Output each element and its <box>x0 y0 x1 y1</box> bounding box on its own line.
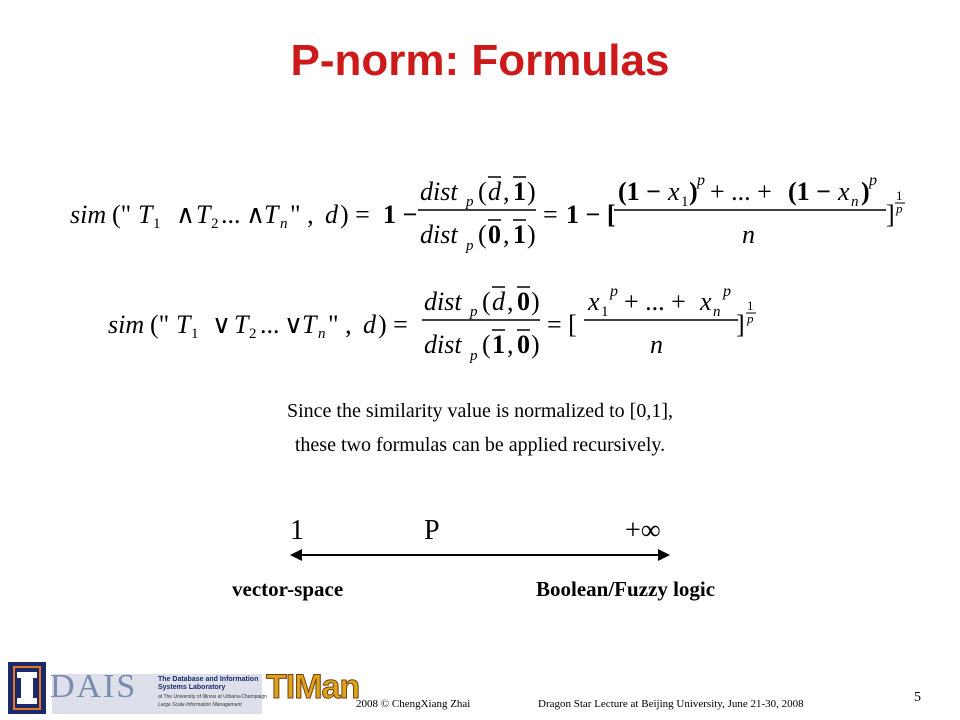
svg-text:,: , <box>507 330 514 359</box>
illinois-block-i-icon <box>8 662 46 714</box>
svg-text:p: p <box>896 201 903 216</box>
svg-text:,: , <box>503 177 510 206</box>
svg-text:=: = <box>543 200 558 229</box>
svg-text:n: n <box>280 216 288 232</box>
svg-text:+ ... +: + ... + <box>624 287 686 316</box>
svg-text:0: 0 <box>517 287 530 316</box>
svg-text:0: 0 <box>517 330 530 359</box>
svg-text:p: p <box>747 311 754 326</box>
svg-text:): ) <box>531 330 540 359</box>
dais-lab-subtitle-2: Large Scale Information Management <box>158 702 242 708</box>
svg-text:(1 −: (1 − <box>618 177 661 206</box>
svg-text:∨: ∨ <box>284 310 304 339</box>
svg-text:(": (" <box>112 200 132 229</box>
svg-text:(": (" <box>150 310 170 339</box>
svg-text:n: n <box>851 194 859 210</box>
double-arrow-icon <box>290 545 670 565</box>
svg-text:dist: dist <box>424 330 462 359</box>
svg-text:2: 2 <box>211 216 219 232</box>
svg-text:d: d <box>363 310 376 339</box>
svg-text:x: x <box>700 287 712 316</box>
svg-text:1 − [: 1 − [ <box>566 200 616 229</box>
svg-text:= [: = [ <box>547 310 577 339</box>
svg-text:∧: ∧ <box>246 200 266 229</box>
svg-text:(: ( <box>482 287 491 316</box>
scale-right-label: Boolean/Fuzzy logic <box>536 577 716 601</box>
svg-text:p: p <box>869 172 877 189</box>
svg-text:1: 1 <box>191 326 199 342</box>
svg-text:...: ... <box>260 310 280 339</box>
timan-logo: TIMan <box>266 668 360 706</box>
svg-text:1: 1 <box>153 216 161 232</box>
svg-text:dist: dist <box>420 220 458 249</box>
svg-text:p: p <box>470 304 478 320</box>
svg-text:+ ... +: + ... + <box>710 177 772 206</box>
svg-text:p: p <box>697 172 705 189</box>
svg-text:p: p <box>470 348 478 364</box>
svg-text:): ) <box>527 220 536 249</box>
svg-text:p: p <box>466 194 474 210</box>
svg-text:) =: ) = <box>340 200 370 229</box>
scale-middle-value: P <box>424 515 440 546</box>
dais-wordmark: DAIS <box>50 668 138 705</box>
svg-text:1: 1 <box>513 220 526 249</box>
slide-title: P-norm: Formulas <box>290 36 670 85</box>
svg-text:x: x <box>838 177 850 206</box>
svg-text:sim: sim <box>70 200 107 229</box>
svg-text:T: T <box>302 310 317 339</box>
svg-text:]: ] <box>736 310 745 339</box>
svg-text:1: 1 <box>896 188 903 203</box>
svg-text:d: d <box>325 200 338 229</box>
svg-text:T: T <box>196 200 211 229</box>
svg-text:,: , <box>503 220 510 249</box>
svg-text:0: 0 <box>488 220 501 249</box>
svg-text:sim: sim <box>108 310 145 339</box>
svg-text:1: 1 <box>601 304 609 320</box>
svg-text:p: p <box>610 283 618 300</box>
dais-lab-subtitle: at The University of Illinois at Urbana-Champaign <box>158 694 267 700</box>
dais-lab-title: The Database and Information Systems Laboratory <box>158 676 259 691</box>
svg-text:n: n <box>713 304 721 320</box>
svg-text:T: T <box>138 200 153 229</box>
svg-text:1: 1 <box>747 298 754 313</box>
svg-text:2: 2 <box>249 326 257 342</box>
svg-text:): ) <box>689 177 698 206</box>
svg-text:1: 1 <box>513 177 526 206</box>
svg-text:n: n <box>742 220 755 249</box>
svg-text:1: 1 <box>492 330 505 359</box>
svg-text:d: d <box>488 177 501 206</box>
svg-text:x: x <box>588 287 600 316</box>
svg-text:T: T <box>264 200 279 229</box>
svg-text:]: ] <box>886 200 895 229</box>
svg-text:(: ( <box>478 220 487 249</box>
svg-text:): ) <box>527 177 536 206</box>
footer-copyright: 2008 © ChengXiang Zhai <box>356 698 471 710</box>
svg-text:d: d <box>492 287 505 316</box>
svg-text:(: ( <box>478 177 487 206</box>
svg-text:...: ... <box>221 200 241 229</box>
note-line-2: these two formulas can be applied recursively. <box>294 434 666 456</box>
page-number: 5 <box>914 690 921 705</box>
note-line-1: Since the similarity value is normalized to [0,1], <box>286 400 673 422</box>
svg-text:" ,: " , <box>328 310 352 339</box>
svg-text:1 −: 1 − <box>383 200 418 229</box>
scale-left-label: vector-space <box>232 577 344 601</box>
svg-text:p: p <box>723 283 731 300</box>
svg-text:) =: ) = <box>378 310 408 339</box>
svg-text:): ) <box>531 287 540 316</box>
svg-text:1: 1 <box>681 194 689 210</box>
svg-text:T: T <box>234 310 249 339</box>
svg-text:): ) <box>861 177 870 206</box>
svg-text:,: , <box>507 287 514 316</box>
svg-text:n: n <box>318 326 326 342</box>
svg-text:x: x <box>668 177 680 206</box>
svg-text:(: ( <box>482 330 491 359</box>
footer-lecture: Dragon Star Lecture at Beijing University, June 21-30, 2008 <box>538 698 804 710</box>
svg-text:dist: dist <box>420 177 458 206</box>
scale-right-value: +∞ <box>625 515 661 546</box>
svg-text:T: T <box>176 310 191 339</box>
or-operator: ∨ <box>212 310 232 339</box>
dais-logo <box>8 662 268 716</box>
svg-text:dist: dist <box>424 287 462 316</box>
svg-text:" ,: " , <box>290 200 314 229</box>
scale-left-value: 1 <box>290 515 304 546</box>
svg-text:p: p <box>466 238 474 254</box>
and-operator: ∧ <box>176 200 196 229</box>
svg-text:n: n <box>650 330 663 359</box>
svg-text:(1 −: (1 − <box>788 177 831 206</box>
